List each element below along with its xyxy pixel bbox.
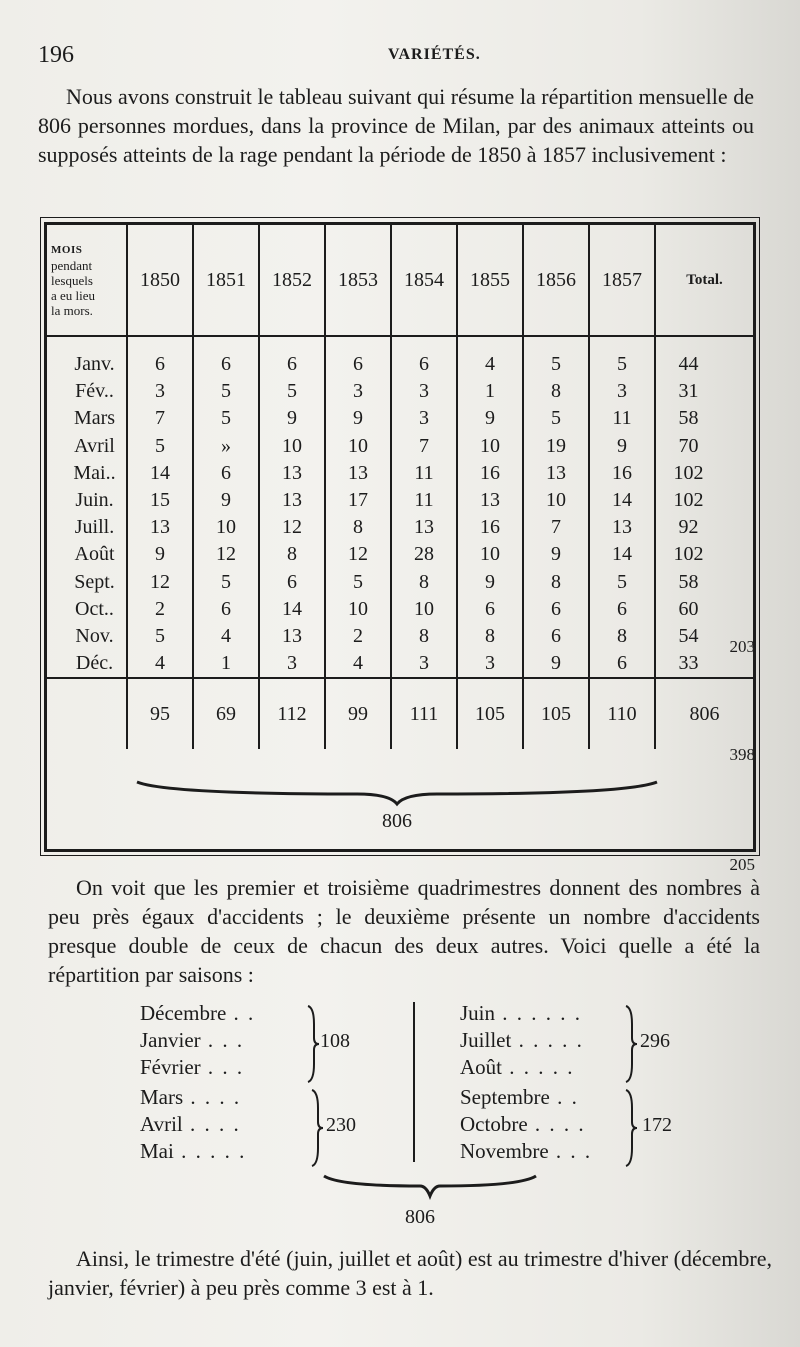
value-cell: 5 bbox=[127, 433, 193, 460]
season-month: Mai bbox=[140, 1139, 174, 1163]
table-row bbox=[47, 596, 753, 623]
year-sum-cell: 111 bbox=[391, 678, 457, 749]
value-cell: 2 bbox=[325, 623, 391, 650]
table-row bbox=[47, 433, 753, 460]
year-header: 1856 bbox=[523, 225, 589, 336]
season-month: Septembre bbox=[460, 1085, 550, 1109]
season-sum-brace bbox=[320, 1174, 540, 1200]
value-cell: 12 bbox=[127, 569, 193, 596]
value-cell: 9 bbox=[457, 405, 523, 432]
row-total-cell: 60 bbox=[655, 596, 753, 623]
summer-brace bbox=[624, 1004, 638, 1084]
row-total-cell: 58 bbox=[655, 569, 753, 596]
value-cell: 6 bbox=[589, 596, 655, 623]
value-cell: 13 bbox=[523, 460, 589, 487]
summer-group: Juin . . . . . . Juillet . . . . . Août . . . . . bbox=[460, 1001, 584, 1079]
value-cell: 9 bbox=[523, 541, 589, 568]
month-cell: Janv. bbox=[74, 353, 115, 376]
grand-total: 806 bbox=[382, 810, 412, 832]
quadrimester-total: 398 bbox=[729, 745, 755, 764]
value-cell: 4 bbox=[193, 623, 259, 650]
table-row bbox=[47, 541, 753, 568]
value-cell: 9 bbox=[127, 541, 193, 568]
season-month: Novembre bbox=[460, 1139, 549, 1163]
total-header: Total. bbox=[655, 225, 753, 336]
row-total-cell: 33 bbox=[655, 650, 753, 678]
value-cell: 14 bbox=[589, 487, 655, 514]
grand-total-block bbox=[127, 780, 667, 840]
intro-text: Nous avons construit le tableau suivant qui résume la répartition mensuelle de 806 personnes mordues, dans la province de Milan, par des animaux atteints ou supposés atteints de la rage pendant la période de 1850 à 1857 inclusivement : bbox=[38, 84, 754, 167]
row-total-cell: 31 bbox=[655, 378, 753, 405]
value-cell: 5 bbox=[127, 623, 193, 650]
row-total-cell: 92 bbox=[655, 514, 753, 541]
value-cell: 16 bbox=[457, 514, 523, 541]
value-cell: 13 bbox=[259, 460, 325, 487]
spring-group: Mars . . . . Avril . . . . Mai . . . . . bbox=[140, 1085, 247, 1163]
year-sum-cell: 99 bbox=[325, 678, 391, 749]
sum-total-cell: 806 bbox=[655, 678, 753, 749]
value-cell: 13 bbox=[457, 487, 523, 514]
value-cell: 5 bbox=[523, 336, 589, 378]
year-sum-cell: 105 bbox=[457, 678, 523, 749]
month-cell: Nov. bbox=[75, 624, 114, 647]
value-cell: 5 bbox=[325, 569, 391, 596]
value-cell: 14 bbox=[127, 460, 193, 487]
value-cell: 6 bbox=[391, 336, 457, 378]
value-cell: 7 bbox=[523, 514, 589, 541]
winter-brace bbox=[306, 1004, 320, 1084]
value-cell: 15 bbox=[127, 487, 193, 514]
value-cell: 6 bbox=[325, 336, 391, 378]
value-cell: » bbox=[193, 433, 259, 460]
value-cell: 6 bbox=[523, 623, 589, 650]
month-cell: Avril bbox=[74, 434, 115, 457]
season-month: Mars bbox=[140, 1085, 184, 1109]
year-header: 1850 bbox=[127, 225, 193, 336]
value-cell: 10 bbox=[523, 487, 589, 514]
month-cell: Sept. bbox=[74, 570, 115, 593]
grand-total-brace bbox=[127, 780, 667, 810]
monthly-bites-table bbox=[47, 225, 753, 749]
value-cell: 19 bbox=[523, 433, 589, 460]
value-cell: 11 bbox=[391, 487, 457, 514]
spring-brace bbox=[310, 1088, 324, 1168]
value-cell: 8 bbox=[325, 514, 391, 541]
month-cell: Mars bbox=[73, 407, 116, 430]
value-cell: 9 bbox=[325, 405, 391, 432]
value-cell: 13 bbox=[259, 487, 325, 514]
season-month: Octobre bbox=[460, 1112, 528, 1136]
value-cell: 3 bbox=[391, 405, 457, 432]
value-cell: 9 bbox=[259, 405, 325, 432]
row-total-cell: 102 bbox=[655, 487, 753, 514]
sums-spacer bbox=[47, 678, 127, 749]
page-header bbox=[38, 38, 758, 74]
quadrimester-total: 205 bbox=[729, 855, 755, 874]
value-cell: 6 bbox=[523, 596, 589, 623]
season-divider bbox=[413, 1002, 415, 1162]
analysis-paragraph bbox=[48, 873, 760, 989]
row-total-cell: 54 bbox=[655, 623, 753, 650]
season-month: Juillet bbox=[460, 1028, 512, 1052]
value-cell: 9 bbox=[523, 650, 589, 678]
value-cell: 10 bbox=[391, 596, 457, 623]
year-header: 1851 bbox=[193, 225, 259, 336]
value-cell: 16 bbox=[589, 460, 655, 487]
page-number: 196 bbox=[38, 42, 74, 68]
value-cell: 6 bbox=[193, 336, 259, 378]
value-cell: 12 bbox=[193, 541, 259, 568]
table-header-row bbox=[47, 225, 753, 336]
value-cell: 3 bbox=[259, 650, 325, 678]
value-cell: 17 bbox=[325, 487, 391, 514]
header-line: MOIS bbox=[51, 243, 83, 256]
value-cell: 8 bbox=[589, 623, 655, 650]
year-sums-row bbox=[47, 678, 753, 749]
value-cell: 14 bbox=[259, 596, 325, 623]
month-cell: Juin. bbox=[75, 489, 114, 512]
row-total-cell: 44 bbox=[655, 336, 753, 378]
value-cell: 16 bbox=[457, 460, 523, 487]
value-cell: 5 bbox=[259, 378, 325, 405]
value-cell: 10 bbox=[457, 541, 523, 568]
value-cell: 12 bbox=[259, 514, 325, 541]
value-cell: 13 bbox=[325, 460, 391, 487]
value-cell: 11 bbox=[589, 405, 655, 432]
value-cell: 5 bbox=[523, 405, 589, 432]
season-total: 230 bbox=[326, 1114, 356, 1136]
month-cell: Juill. bbox=[74, 516, 115, 539]
row-total-cell: 102 bbox=[655, 541, 753, 568]
table-row bbox=[47, 405, 753, 432]
value-cell: 10 bbox=[325, 596, 391, 623]
value-cell: 7 bbox=[391, 433, 457, 460]
value-cell: 10 bbox=[457, 433, 523, 460]
table-body bbox=[47, 336, 753, 749]
season-month: Février bbox=[140, 1055, 201, 1079]
winter-group: Décembre . . Janvier . . . Février . . . bbox=[140, 1001, 256, 1079]
value-cell: 13 bbox=[127, 514, 193, 541]
table-row bbox=[47, 378, 753, 405]
row-total-cell: 70 bbox=[655, 433, 753, 460]
year-sum-cell: 95 bbox=[127, 678, 193, 749]
month-cell: Oct.. bbox=[75, 597, 114, 620]
month-cell: Fév.. bbox=[75, 380, 114, 403]
season-total: 108 bbox=[320, 1030, 350, 1052]
value-cell: 3 bbox=[589, 378, 655, 405]
conclusion-text: Ainsi, le trimestre d'été (juin, juillet et août) est au trimestre d'hiver (décembre, janvier, février) à peu près comme 3 est à 1. bbox=[48, 1246, 772, 1300]
value-cell: 13 bbox=[589, 514, 655, 541]
value-cell: 10 bbox=[193, 514, 259, 541]
value-cell: 6 bbox=[193, 460, 259, 487]
value-cell: 5 bbox=[193, 378, 259, 405]
value-cell: 6 bbox=[259, 569, 325, 596]
value-cell: 3 bbox=[127, 378, 193, 405]
intro-paragraph bbox=[38, 82, 754, 169]
table-row bbox=[47, 460, 753, 487]
value-cell: 6 bbox=[193, 596, 259, 623]
value-cell: 6 bbox=[259, 336, 325, 378]
row-total-cell: 102 bbox=[655, 460, 753, 487]
seasonal-breakdown bbox=[140, 1000, 700, 1235]
header-line: a eu lieu bbox=[51, 287, 96, 303]
header-line: lesquels bbox=[51, 272, 93, 288]
value-cell: 1 bbox=[193, 650, 259, 678]
year-sum-cell: 69 bbox=[193, 678, 259, 749]
year-header: 1857 bbox=[589, 225, 655, 336]
table-row bbox=[47, 487, 753, 514]
value-cell: 4 bbox=[127, 650, 193, 678]
row-total-cell: 58 bbox=[655, 405, 753, 432]
table-row bbox=[47, 623, 753, 650]
year-sum-cell: 105 bbox=[523, 678, 589, 749]
value-cell: 3 bbox=[325, 378, 391, 405]
analysis-text: On voit que les premier et troisième quadrimestres donnent des nombres à peu près égaux d'accidents ; le deuxième présente un nombre d'accidents presque double de ceux de chacun des deux autres. Voici quelle a été la répartition par saisons : bbox=[48, 875, 760, 987]
value-cell: 10 bbox=[325, 433, 391, 460]
value-cell: 7 bbox=[127, 405, 193, 432]
header-line: la mors. bbox=[51, 302, 93, 318]
value-cell: 8 bbox=[457, 623, 523, 650]
season-month: Décembre bbox=[140, 1001, 227, 1025]
value-cell: 11 bbox=[391, 460, 457, 487]
header-line: pendant bbox=[51, 257, 93, 273]
value-cell: 2 bbox=[127, 596, 193, 623]
value-cell: 5 bbox=[193, 405, 259, 432]
value-cell: 6 bbox=[589, 650, 655, 678]
bite-table-frame bbox=[44, 222, 756, 874]
value-cell: 8 bbox=[259, 541, 325, 568]
value-cell: 5 bbox=[589, 336, 655, 378]
running-title: VARIÉTÉS. bbox=[388, 46, 481, 63]
table-row bbox=[47, 514, 753, 541]
value-cell: 9 bbox=[589, 433, 655, 460]
value-cell: 9 bbox=[193, 487, 259, 514]
season-total: 296 bbox=[640, 1030, 670, 1052]
autumn-brace bbox=[624, 1088, 638, 1168]
value-cell: 8 bbox=[523, 569, 589, 596]
value-cell: 12 bbox=[325, 541, 391, 568]
value-cell: 1 bbox=[457, 378, 523, 405]
year-header: 1855 bbox=[457, 225, 523, 336]
value-cell: 3 bbox=[457, 650, 523, 678]
year-header: 1852 bbox=[259, 225, 325, 336]
value-cell: 8 bbox=[391, 569, 457, 596]
value-cell: 4 bbox=[325, 650, 391, 678]
autumn-group: Septembre . . Octobre . . . . Novembre . . . bbox=[460, 1085, 593, 1163]
value-cell: 3 bbox=[391, 650, 457, 678]
season-month: Juin bbox=[460, 1001, 496, 1025]
value-cell: 8 bbox=[391, 623, 457, 650]
season-month: Avril bbox=[140, 1112, 183, 1136]
year-header: 1853 bbox=[325, 225, 391, 336]
table-row bbox=[47, 650, 753, 678]
year-sum-cell: 112 bbox=[259, 678, 325, 749]
month-cell: Août bbox=[74, 543, 115, 566]
conclusion-paragraph bbox=[48, 1244, 772, 1302]
month-cell: Mai.. bbox=[73, 461, 116, 484]
quadrimester-total: 203 bbox=[729, 637, 755, 656]
value-cell: 9 bbox=[457, 569, 523, 596]
value-cell: 10 bbox=[259, 433, 325, 460]
value-cell: 6 bbox=[127, 336, 193, 378]
value-cell: 4 bbox=[457, 336, 523, 378]
value-cell: 28 bbox=[391, 541, 457, 568]
value-cell: 13 bbox=[259, 623, 325, 650]
season-sum: 806 bbox=[405, 1206, 435, 1228]
month-column-header bbox=[47, 225, 127, 336]
value-cell: 8 bbox=[523, 378, 589, 405]
year-sum-cell: 110 bbox=[589, 678, 655, 749]
season-total: 172 bbox=[642, 1114, 672, 1136]
value-cell: 5 bbox=[193, 569, 259, 596]
year-header: 1854 bbox=[391, 225, 457, 336]
value-cell: 6 bbox=[457, 596, 523, 623]
value-cell: 3 bbox=[391, 378, 457, 405]
table-row bbox=[47, 569, 753, 596]
value-cell: 5 bbox=[589, 569, 655, 596]
value-cell: 14 bbox=[589, 541, 655, 568]
month-cell: Déc. bbox=[75, 652, 114, 675]
table-row bbox=[47, 336, 753, 378]
season-month: Janvier bbox=[140, 1028, 201, 1052]
season-month: Août bbox=[460, 1055, 502, 1079]
value-cell: 13 bbox=[391, 514, 457, 541]
